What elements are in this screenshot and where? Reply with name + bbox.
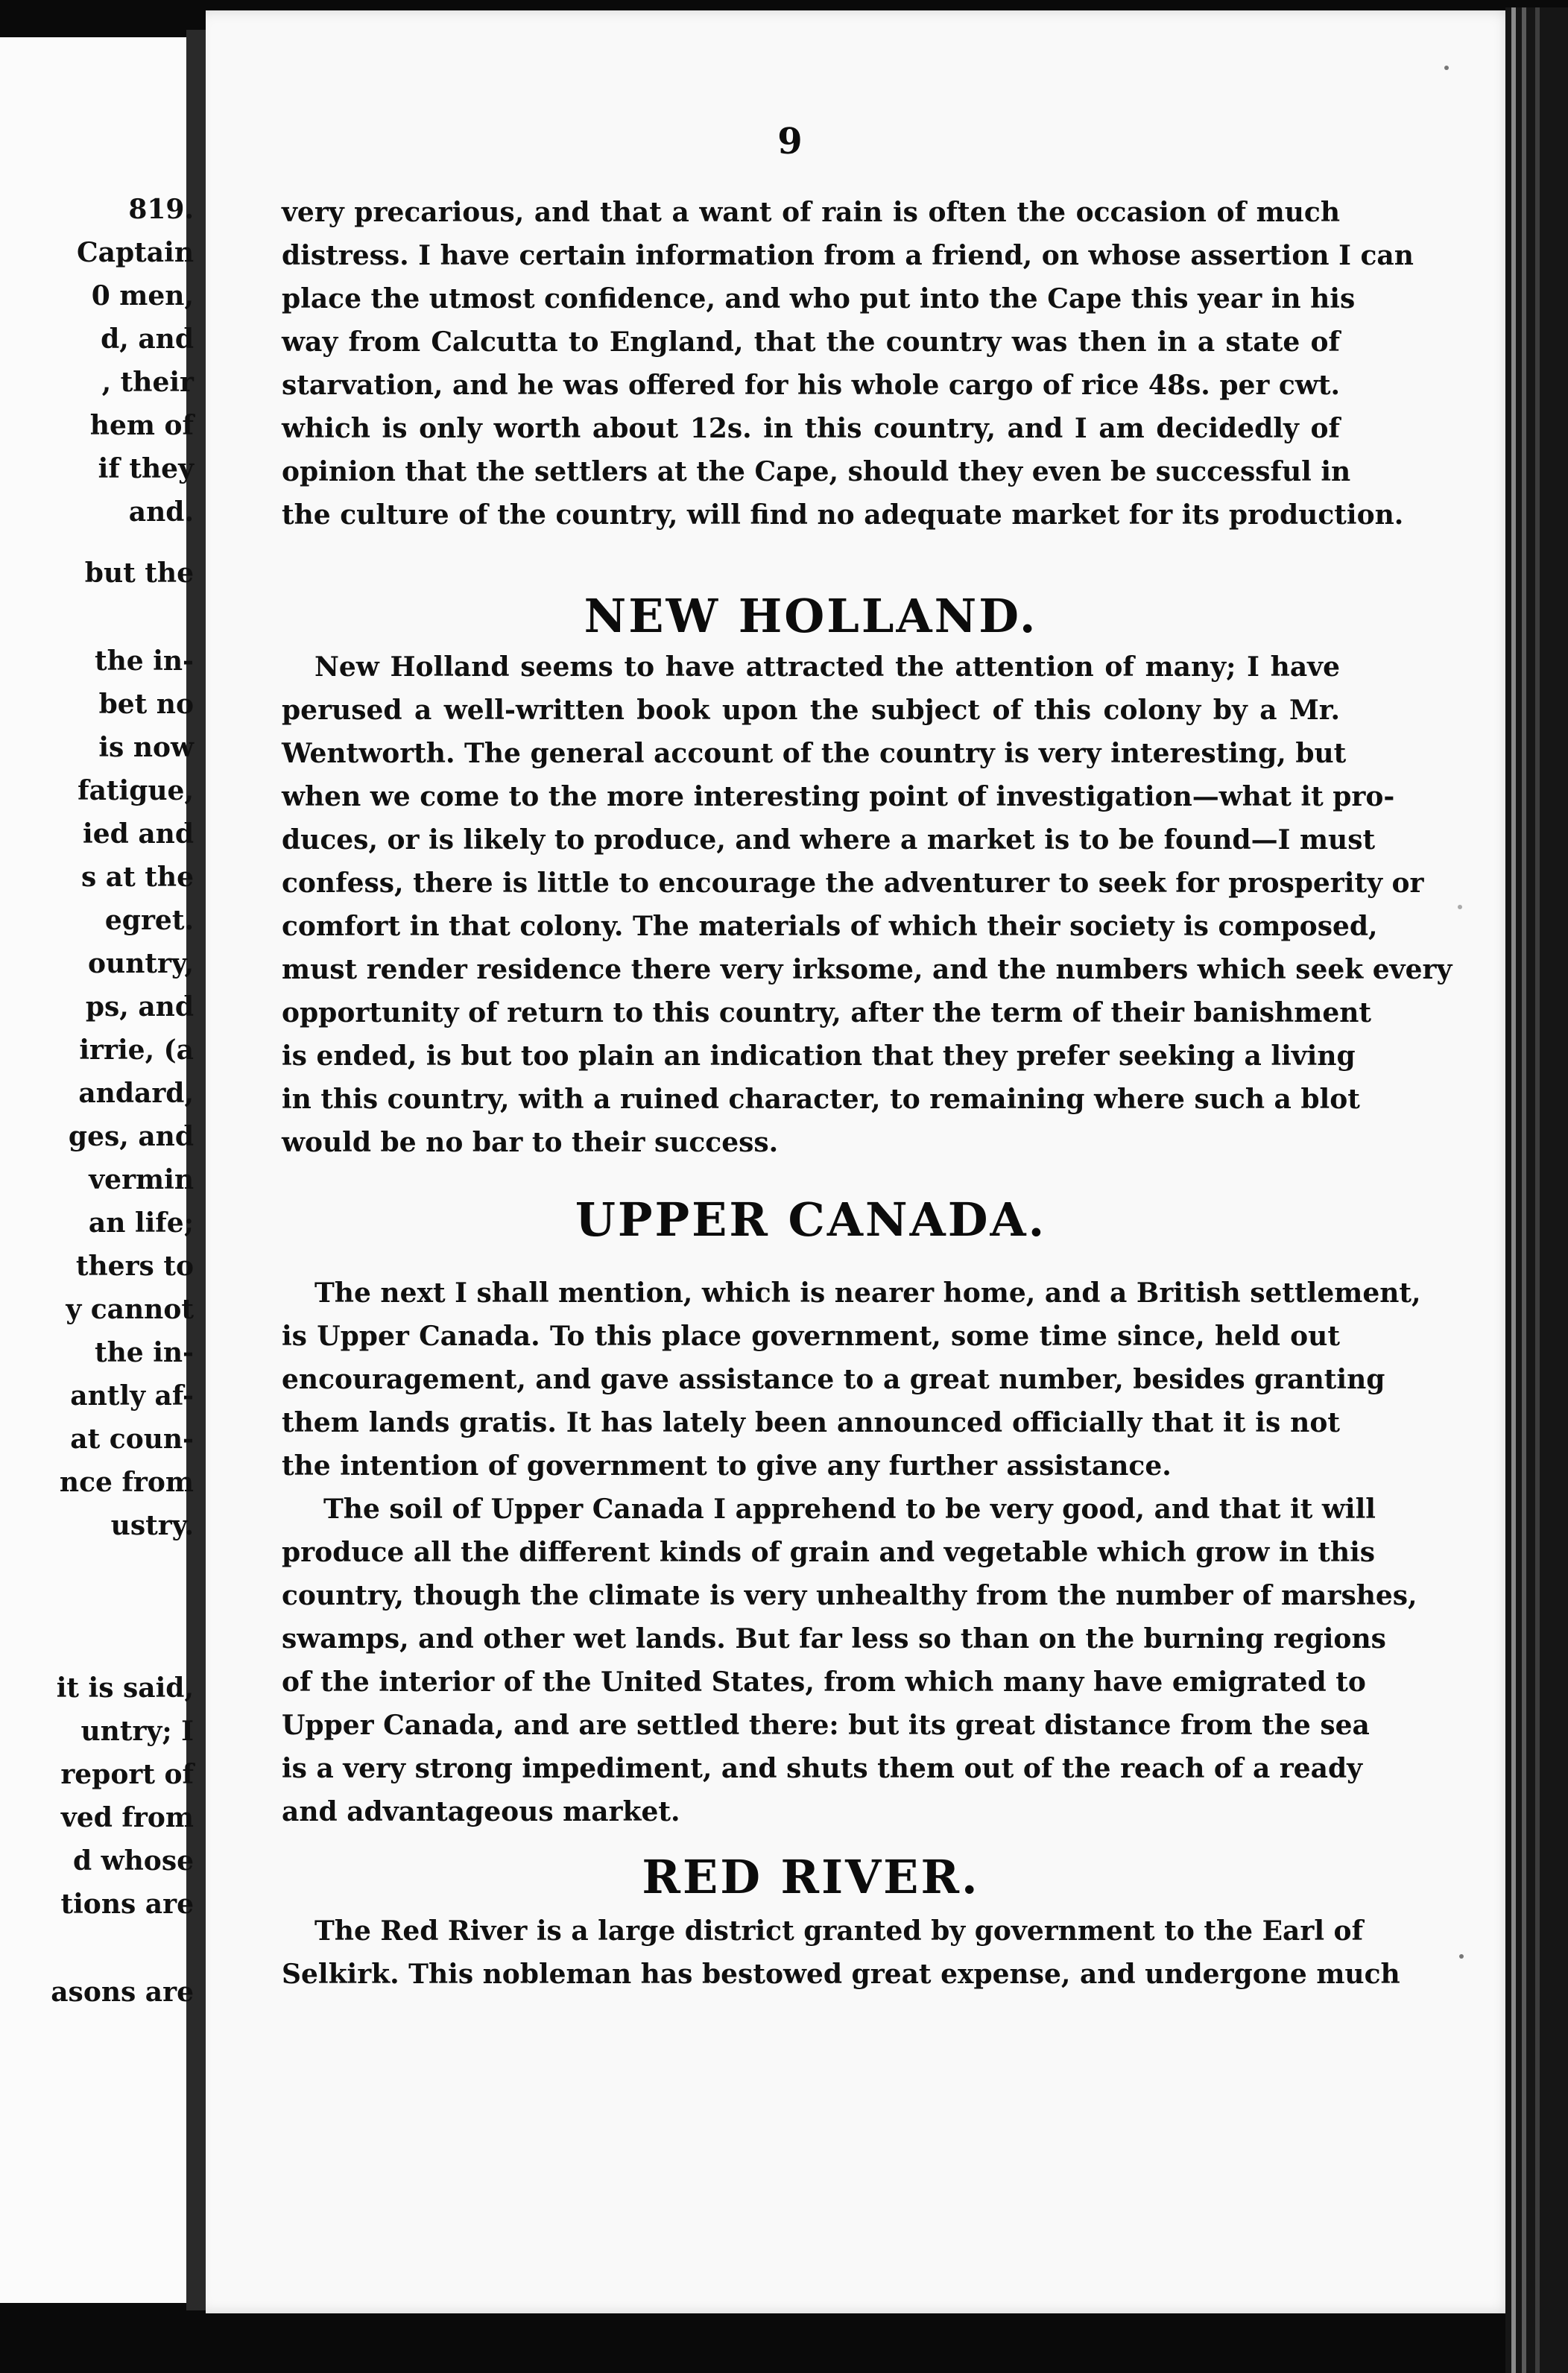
section-heading: RED RIVER. [642, 1850, 980, 1904]
facing-page-line: egret. [104, 905, 194, 936]
text-line: Wentworth. The general account of the country is very interesting, but [282, 738, 1347, 769]
page-number: 9 [777, 121, 803, 162]
text-line: The soil of Upper Canada I apprehend to be very good, and that it will [323, 1494, 1376, 1525]
text-line: is ended, is but too plain an indication that they prefer seeking a living [282, 1040, 1356, 1072]
section-body [282, 1271, 1421, 1833]
text-line: encouragement, and gave assistance to a great number, besides granting [282, 1364, 1385, 1395]
paper-speck [1444, 66, 1449, 70]
facing-page-line: y cannot [66, 1294, 194, 1325]
text-line: produce all the different kinds of grain and vegetable which grow in this [282, 1537, 1376, 1568]
facing-page-line: ved from [60, 1802, 194, 1833]
text-line: when we come to the more interesting point of investigation—what it pro- [282, 781, 1395, 812]
facing-page-line: s at the [81, 862, 194, 893]
facing-page-line: ountry, [88, 948, 194, 979]
text-line: the culture of the country, will find no adequate market for its production. [282, 499, 1404, 531]
facing-page-line: fatigue, [78, 775, 194, 806]
facing-page-line: 0 men, [91, 280, 194, 312]
facing-page-line: it is said, [56, 1672, 194, 1704]
text-line: New Holland seems to have attracted the attention of many; I have [314, 651, 1340, 683]
text-line: and advantageous market. [282, 1796, 680, 1827]
facing-page-line: and. [128, 496, 194, 528]
text-line: The next I shall mention, which is nearer home, and a British settlement, [314, 1277, 1421, 1309]
text-line: must render residence there very irksome, and the numbers which seek every [282, 954, 1452, 985]
paper-speck [1458, 905, 1462, 909]
text-line: very precarious, and that a want of rain is often the occasion of much [282, 197, 1340, 228]
text-line: is Upper Canada. To this place government, some time since, held out [282, 1321, 1340, 1352]
section-body [282, 645, 1452, 1164]
text-line: them lands gratis. It has lately been announced officially that it is not [282, 1407, 1340, 1438]
text-line: opinion that the settlers at the Cape, should they even be successful in [282, 456, 1351, 487]
text-line: would be no bar to their success. [282, 1127, 779, 1158]
text-line: in this country, with a ruined character, to remaining where such a blot [282, 1084, 1360, 1115]
facing-page-line: d, and [101, 323, 194, 355]
facing-page-line: ustry. [110, 1510, 194, 1541]
facing-page-line: if they [98, 453, 194, 484]
text-line: comfort in that colony. The materials of which their society is composed, [282, 911, 1378, 942]
facing-page-line: but the [84, 557, 194, 589]
facing-page-line: report of [60, 1759, 194, 1790]
section-heading: UPPER CANADA. [575, 1192, 1047, 1247]
text-line: is a very strong impediment, and shuts them out of the reach of a ready [282, 1753, 1363, 1784]
text-line: opportunity of return to this country, after the term of their banishment [282, 997, 1372, 1028]
text-line: of the interior of the United States, from which many have emigrated to [282, 1666, 1366, 1698]
facing-page-line: nce from [59, 1467, 194, 1498]
text-line: swamps, and other wet lands. But far less so than on the burning regions [282, 1623, 1386, 1655]
facing-page-line: untry; I [80, 1716, 194, 1747]
facing-page-line: the in- [94, 645, 194, 677]
text-line: country, though the climate is very unhealthy from the number of marshes, [282, 1580, 1417, 1611]
intro-paragraph [282, 191, 1414, 537]
facing-page-line: at coun- [70, 1424, 194, 1455]
facing-page-line: 819. [128, 194, 194, 225]
text-line: confess, there is little to encourage the adventurer to seek for prosperity or [282, 868, 1424, 899]
text-line: the intention of government to give any further assistance. [282, 1450, 1172, 1482]
facing-page-line: irrie, (a [79, 1034, 194, 1066]
facing-page-line: thers to [75, 1251, 194, 1282]
paper-speck [1459, 1954, 1464, 1959]
facing-page-line: ges, and [68, 1121, 194, 1152]
facing-page-line: vermin [89, 1164, 194, 1195]
facing-page-line: d whose [72, 1845, 194, 1877]
text-line: starvation, and he was offered for his whole cargo of rice 48s. per cwt. [282, 370, 1340, 401]
facing-page-line: asons are [51, 1977, 194, 2008]
text-line: way from Calcutta to England, that the country was then in a state of [282, 326, 1340, 358]
facing-page-line: is now [98, 732, 194, 763]
text-line: which is only worth about 12s. in this country, and I am decidedly of [282, 413, 1340, 444]
facing-page-line: an life; [88, 1207, 194, 1239]
text-line: The Red River is a large district granted by government to the Earl of [314, 1915, 1364, 1947]
text-line: perused a well-written book upon the subject of this colony by a Mr. [282, 695, 1340, 726]
facing-page-line: ps, and [85, 991, 194, 1023]
section-heading: NEW HOLLAND. [584, 589, 1038, 643]
text-line: Selkirk. This nobleman has bestowed great expense, and undergone much [282, 1959, 1400, 1990]
facing-page-line: antly af- [70, 1380, 194, 1412]
page-edge [1505, 7, 1568, 2373]
facing-page-line: the in- [94, 1337, 194, 1368]
text-line: place the utmost confidence, and who put into the Cape this year in his [282, 283, 1356, 315]
section-body [282, 1909, 1400, 1996]
facing-page-line: andard, [78, 1078, 194, 1109]
facing-page-line: tions are [60, 1889, 194, 1920]
text-line: Upper Canada, and are settled there: but its great distance from the sea [282, 1710, 1370, 1741]
facing-page-line: Captain [77, 237, 194, 268]
text-line: duces, or is likely to produce, and where a market is to be found—I must [282, 824, 1376, 856]
facing-page-line: ied and [83, 818, 194, 850]
facing-page-line: hem of [89, 410, 194, 441]
facing-page-line: , their [101, 367, 194, 398]
text-line: distress. I have certain information from a friend, on whose assertion I can [282, 240, 1414, 271]
facing-page-line: bet no [98, 689, 194, 720]
